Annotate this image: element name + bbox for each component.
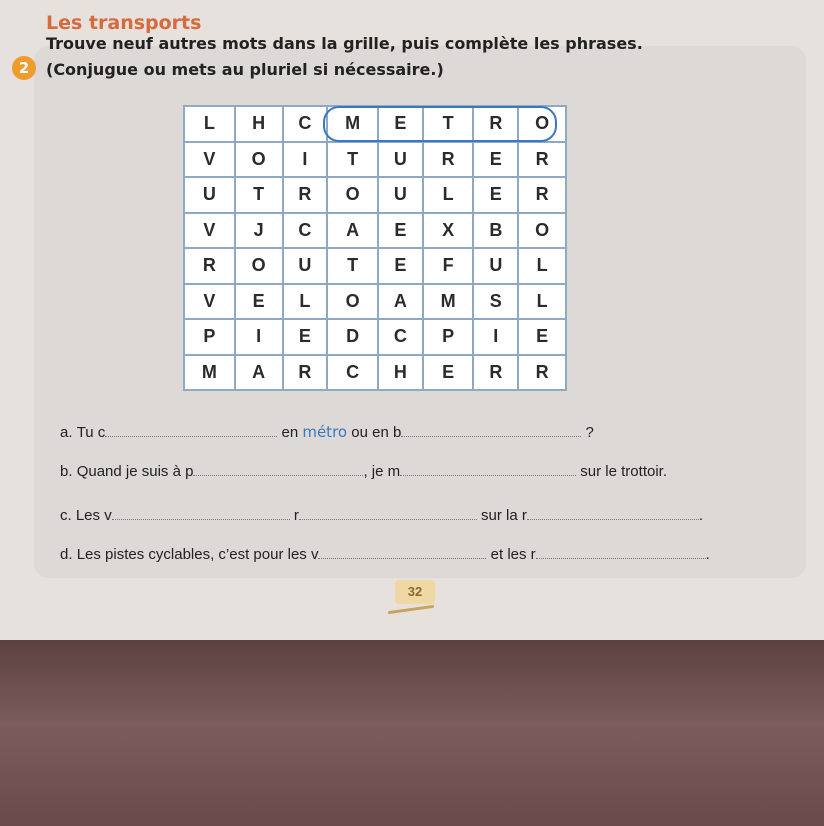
exercise-number-badge: 2 bbox=[12, 56, 36, 80]
grid-cell[interactable]: C bbox=[283, 213, 328, 249]
grid-cell[interactable]: H bbox=[378, 355, 423, 391]
grid-row bbox=[184, 248, 566, 284]
grid-cell[interactable]: O bbox=[235, 142, 283, 178]
sentence-text: ou en b bbox=[351, 424, 402, 441]
grid-cell[interactable]: R bbox=[283, 355, 328, 391]
grid-cell[interactable]: R bbox=[184, 248, 235, 284]
grid-cell[interactable]: R bbox=[283, 177, 328, 213]
grid-cell[interactable]: T bbox=[423, 106, 474, 142]
grid-cell[interactable]: U bbox=[473, 248, 518, 284]
answer-blank[interactable] bbox=[299, 505, 477, 520]
grid-cell[interactable]: C bbox=[283, 106, 328, 142]
grid-cell[interactable]: M bbox=[327, 106, 378, 142]
grid-cell[interactable]: C bbox=[378, 319, 423, 355]
sentence-text: . bbox=[698, 507, 704, 524]
sentence-text: Quand je suis à p bbox=[76, 463, 194, 480]
handwritten-answer: métro bbox=[302, 423, 348, 441]
sentence-label: c. bbox=[60, 507, 72, 524]
answer-blank[interactable] bbox=[400, 461, 576, 476]
sentence-c bbox=[60, 505, 703, 524]
grid-cell[interactable]: B bbox=[473, 213, 518, 249]
grid-row bbox=[184, 355, 566, 391]
grid-cell[interactable]: A bbox=[235, 355, 283, 391]
grid-cell[interactable]: U bbox=[378, 142, 423, 178]
sentence-a bbox=[60, 422, 594, 441]
grid-cell[interactable]: A bbox=[327, 213, 378, 249]
grid-row bbox=[184, 106, 566, 142]
sentence-text: ? bbox=[585, 424, 594, 441]
grid-row bbox=[184, 177, 566, 213]
grid-cell[interactable]: O bbox=[327, 284, 378, 320]
grid-cell[interactable]: R bbox=[518, 355, 566, 391]
grid-cell[interactable]: E bbox=[473, 142, 518, 178]
sentence-label: b. bbox=[60, 463, 73, 480]
sentence-text: sur la r bbox=[481, 507, 527, 524]
grid-cell[interactable]: L bbox=[518, 284, 566, 320]
sentence-text: Les pistes cyclables, c’est pour les v bbox=[76, 546, 319, 563]
grid-cell[interactable]: R bbox=[473, 106, 518, 142]
grid-cell[interactable]: O bbox=[235, 248, 283, 284]
grid-cell[interactable]: P bbox=[184, 319, 235, 355]
grid-cell[interactable]: M bbox=[423, 284, 474, 320]
word-search-grid bbox=[183, 105, 567, 391]
grid-cell[interactable]: U bbox=[283, 248, 328, 284]
sentence-text: , je m bbox=[363, 463, 401, 480]
background-fabric bbox=[0, 640, 824, 826]
grid-cell[interactable]: R bbox=[518, 142, 566, 178]
sentence-label: a. bbox=[60, 424, 73, 441]
answer-blank[interactable] bbox=[318, 544, 486, 559]
grid-cell[interactable]: P bbox=[423, 319, 474, 355]
grid-cell[interactable]: U bbox=[378, 177, 423, 213]
answer-blank[interactable] bbox=[527, 505, 699, 520]
grid-cell[interactable]: L bbox=[184, 106, 235, 142]
grid-cell[interactable]: O bbox=[518, 213, 566, 249]
page-number-underline bbox=[388, 605, 434, 614]
grid-cell[interactable]: M bbox=[184, 355, 235, 391]
answer-blank[interactable] bbox=[193, 461, 363, 476]
answer-blank[interactable] bbox=[536, 544, 706, 559]
grid-cell[interactable]: V bbox=[184, 284, 235, 320]
grid-row bbox=[184, 142, 566, 178]
grid-cell[interactable]: T bbox=[235, 177, 283, 213]
grid-cell[interactable]: E bbox=[378, 248, 423, 284]
grid-cell[interactable]: E bbox=[473, 177, 518, 213]
sentence-label: d. bbox=[60, 546, 73, 563]
grid-cell[interactable]: E bbox=[423, 355, 474, 391]
grid-cell[interactable]: V bbox=[184, 213, 235, 249]
grid-row bbox=[184, 213, 566, 249]
grid-cell[interactable]: L bbox=[518, 248, 566, 284]
grid-cell[interactable]: I bbox=[473, 319, 518, 355]
grid-cell[interactable]: D bbox=[327, 319, 378, 355]
grid-cell[interactable]: E bbox=[378, 213, 423, 249]
section-title: Les transports bbox=[46, 12, 202, 34]
sentence-text: sur le trottoir. bbox=[580, 463, 667, 480]
instruction-line-2: (Conjugue ou mets au pluriel si nécessaire.) bbox=[46, 60, 444, 79]
grid-cell[interactable]: E bbox=[283, 319, 328, 355]
grid-cell[interactable]: O bbox=[518, 106, 566, 142]
sentence-text: Tu c bbox=[76, 424, 106, 441]
instruction-line-1: Trouve neuf autres mots dans la grille, puis complète les phrases. bbox=[46, 34, 643, 53]
grid-cell[interactable]: E bbox=[518, 319, 566, 355]
grid-cell[interactable]: X bbox=[423, 213, 474, 249]
grid-cell[interactable]: E bbox=[235, 284, 283, 320]
sentence-text: r bbox=[293, 507, 299, 524]
grid-cell[interactable]: L bbox=[423, 177, 474, 213]
grid-cell[interactable]: S bbox=[473, 284, 518, 320]
grid-cell[interactable]: A bbox=[378, 284, 423, 320]
grid-cell[interactable]: U bbox=[184, 177, 235, 213]
answer-blank[interactable] bbox=[105, 422, 277, 437]
grid-cell[interactable]: E bbox=[378, 106, 423, 142]
grid-cell[interactable]: T bbox=[327, 142, 378, 178]
grid-row bbox=[184, 319, 566, 355]
grid-cell[interactable]: R bbox=[518, 177, 566, 213]
grid-cell[interactable]: O bbox=[327, 177, 378, 213]
grid-cell[interactable]: H bbox=[235, 106, 283, 142]
grid-cell[interactable]: R bbox=[423, 142, 474, 178]
sentence-b bbox=[60, 461, 667, 480]
answer-blank[interactable] bbox=[112, 505, 290, 520]
sentence-d bbox=[60, 544, 710, 563]
grid-row bbox=[184, 284, 566, 320]
answer-blank[interactable] bbox=[401, 422, 581, 437]
grid-cell[interactable]: C bbox=[327, 355, 378, 391]
sentence-text: Les v bbox=[75, 507, 112, 524]
grid-cell[interactable]: V bbox=[184, 142, 235, 178]
page-number: 32 bbox=[395, 580, 435, 604]
sentence-text: en bbox=[281, 424, 299, 441]
grid-cell[interactable]: R bbox=[473, 355, 518, 391]
sentence-text: . bbox=[705, 546, 710, 563]
grid-cell[interactable]: T bbox=[327, 248, 378, 284]
sentence-text: et les r bbox=[490, 546, 536, 563]
grid-cell[interactable]: F bbox=[423, 248, 474, 284]
grid-cell[interactable]: L bbox=[283, 284, 328, 320]
grid-cell[interactable]: I bbox=[283, 142, 328, 178]
grid-cell[interactable]: J bbox=[235, 213, 283, 249]
grid-cell[interactable]: I bbox=[235, 319, 283, 355]
